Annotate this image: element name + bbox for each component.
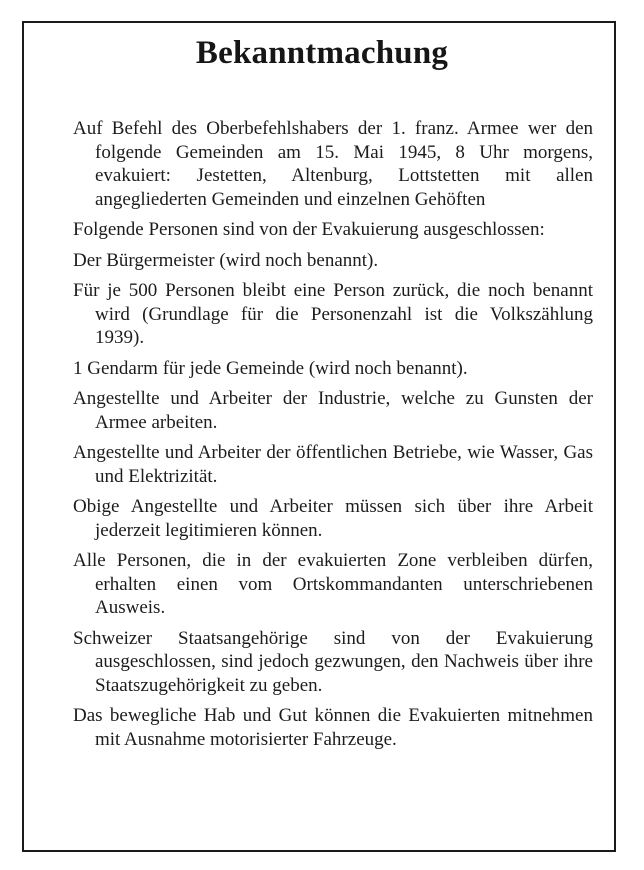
paragraph-identity-card: Alle Personen, die in der evakuierten Zone verbleiben dürfen, erhalten einen vom Ortskommandanten unterschriebenen Ausweis. [73,550,593,618]
paragraph-swiss-citizens: Schweizer Staatsangehörige sind von der Evakuierung ausgeschlossen, sind jedoch gezwungen, den Nachweis über ihre Staatszugehörigkeit zu geben. [73,627,593,696]
paragraph-gendarm: 1 Gendarm für jede Gemeinde (wird noch benannt). [73,357,468,379]
paragraph-evacuation-order: Auf Befehl des Oberbefehlshabers der 1. franz. Armee wer den folgende Gemeinden am 15. Mai 1945, 8 Uhr morgens, evakuiert: Jestetten, Altenburg, Lottstetten mit allen angegliederten Gemeinden und einzelnen Gehöften [73,118,593,210]
notice-title: Bekanntmachung [195,35,449,71]
paragraph-industry-workers: Angestellte und Arbeiter der Industrie, welche zu Gunsten der Armee arbeiten. [73,388,593,433]
paragraph-per-500-persons: Für je 500 Personen bleibt eine Person zurück, die noch benannt wird (Grundlage für die Personenzahl ist die Volkszählung 1939). [73,280,593,348]
paragraph-public-utilities-workers: Angestellte und Arbeiter der öffentlichen Betriebe, wie Wasser, Gas und Elektrizität. [73,442,593,487]
notice-body [73,117,593,758]
paragraph-mayor: Der Bürgermeister (wird noch benannt). [73,249,379,271]
paragraph-belongings: Das bewegliche Hab und Gut können die Evakuierten mitnehmen mit Ausnahme motorisierter Fahrzeuge. [73,705,593,750]
paragraph-excluded-persons: Folgende Personen sind von der Evakuierung ausgeschlossen: [73,219,545,240]
paragraph-legitimation: Obige Angestellte und Arbeiter müssen sich über ihre Arbeit jederzeit legitimieren können. [73,496,593,541]
